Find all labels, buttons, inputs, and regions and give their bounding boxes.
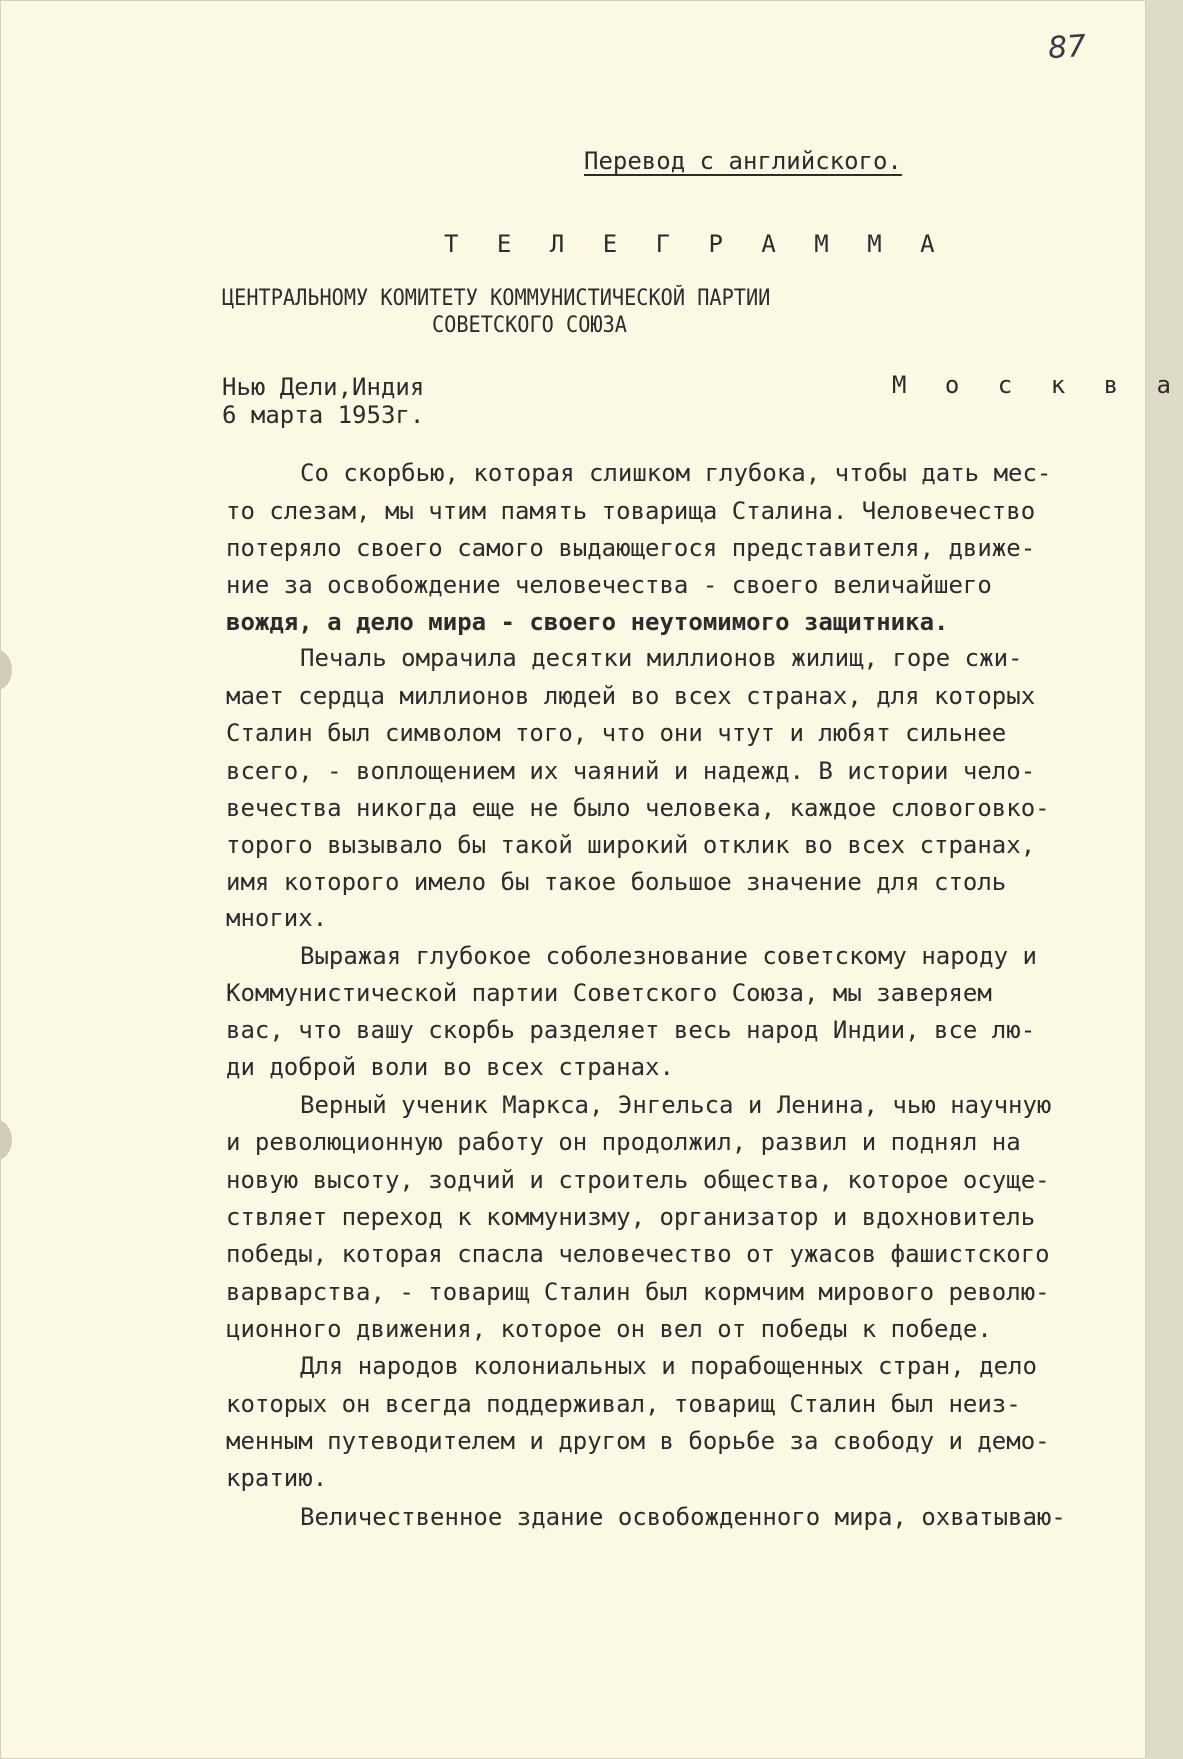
body-line: ционного движения, которое он вел от победы к победе. — [226, 1315, 992, 1343]
body-line: многих. — [226, 904, 328, 932]
translation-note: Перевод с английского. — [584, 147, 902, 175]
body-line: ди доброй воли во всех странах. — [226, 1053, 674, 1081]
body-line: всего, - воплощением их чаяний и надежд. В истории чело- — [226, 757, 1036, 785]
body-line: Коммунистической партии Советского Союза, мы заверяем — [226, 979, 992, 1007]
body-line: Сталин был символом того, что они чтут и любят сильнее — [226, 719, 1007, 747]
body-line: имя которого имело бы такое большое значение для столь — [226, 868, 1007, 896]
body-line: торого вызывало бы такой широкий отклик во всех странах, — [226, 831, 1036, 859]
body-line: мает сердца миллионов людей во всех странах, для которых — [226, 682, 1036, 710]
destination-city: М о с к в а — [892, 371, 1183, 399]
addressee-line-1: ЦЕНТРАЛЬНОМУ КОМИТЕТУ КОММУНИСТИЧЕСКОЙ ПАРТИИ — [222, 286, 771, 311]
document-type-title: Т Е Л Е Г Р А М М А — [444, 230, 947, 258]
folio-number: 87 — [1046, 28, 1088, 67]
body-line: то слезам, мы чтим память товарища Сталина. Человечество — [226, 497, 1036, 525]
body-line: варварства, - товарищ Сталин был кормчим мирового револю- — [226, 1278, 1050, 1306]
body-line: ние за освобождение человечества - своего величайшего — [226, 571, 992, 599]
origin-place: Нью Дели,Индия — [222, 373, 425, 401]
body-line: ствляет переход к коммунизму, организатор и вдохновитель — [226, 1203, 1036, 1231]
paragraph-first-line: Печаль омрачила десятки миллионов жилищ, горе сжи- — [300, 644, 1023, 672]
body-line: новую высоту, зодчий и строитель общества, которое осуще- — [226, 1166, 1050, 1194]
paragraph-first-line: Выражая глубокое соболезнование советскому народу и — [300, 942, 1037, 970]
body-line: вечества никогда еще не было человека, каждое словоговко- — [226, 794, 1050, 822]
punch-hole-mark-lower — [0, 1120, 12, 1160]
addressee-line-2: СОВЕТСКОГО СОЮЗА — [432, 313, 627, 338]
body-line: потеряло своего самого выдающегося представителя, движе- — [226, 534, 1036, 562]
body-line: кратию. — [226, 1464, 328, 1492]
body-line: вас, что вашу скорбь разделяет весь народ Индии, все лю- — [226, 1016, 1036, 1044]
punch-hole-mark-upper — [0, 650, 12, 690]
paragraph-first-line: Со скорбью, которая слишком глубока, чтобы дать мес- — [300, 459, 1052, 487]
paragraph-first-line: Для народов колониальных и порабощенных стран, дело — [300, 1352, 1037, 1380]
origin-date: 6 марта 1953г. — [222, 401, 425, 429]
body-line: и революционную работу он продолжил, развил и поднял на — [226, 1128, 1021, 1156]
body-line: которых он всегда поддерживал, товарищ Сталин был неиз- — [226, 1390, 1021, 1418]
body-line: победы, которая спасла человечество от ужасов фашистского — [226, 1240, 1050, 1268]
body-line: вождя, а дело мира - своего неутомимого защитника. — [226, 608, 949, 636]
paragraph-first-line: Верный ученик Маркса, Энгельса и Ленина, чью научную — [300, 1091, 1052, 1119]
paragraph-first-line: Величественное здание освобожденного мира, охватываю- — [300, 1503, 1066, 1531]
body-line: менным путеводителем и другом в борьбе за свободу и демо- — [226, 1427, 1050, 1455]
